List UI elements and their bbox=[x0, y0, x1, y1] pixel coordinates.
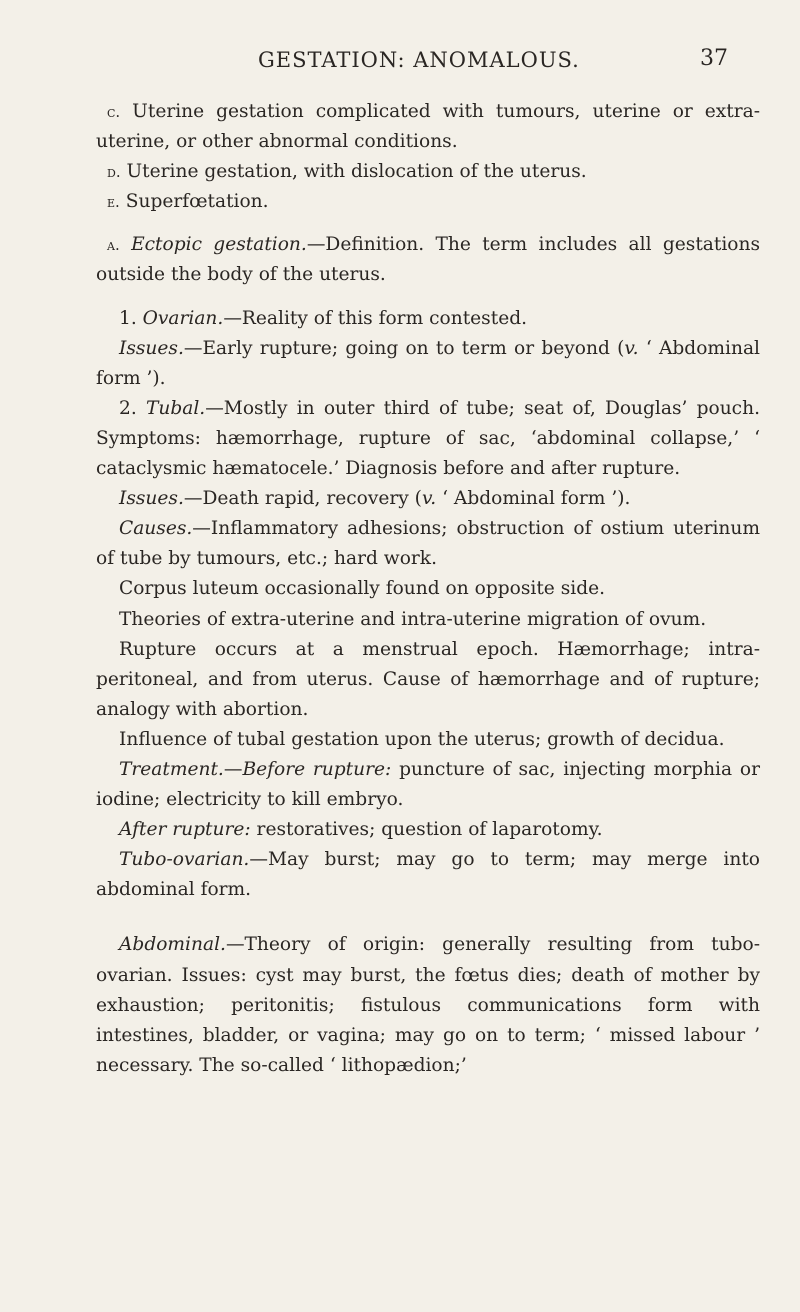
after-rupture-text: restoratives; question of laparotomy. bbox=[250, 819, 603, 841]
tubal-text: —Mostly in outer third of tube; seat of, Douglas’ pouch. Symptoms: hæmorrhage, rupture of sac, ‘abdominal collapse,’ ‘ cataclysmic hæmatocele.’ Diagnosis before and after rupture. bbox=[96, 397, 760, 480]
paragraph-abdominal bbox=[96, 930, 760, 1080]
item-text-d: Uterine gestation, with dislocation of the uterus. bbox=[126, 161, 587, 183]
item-letter-a: a. bbox=[107, 236, 120, 255]
issues-label: Issues. bbox=[119, 337, 184, 359]
abdominal-text: —Theory of origin: generally resulting from tubo-ovarian. Issues: cyst may burst, the fœtus dies; death of mother by exhaustion; peritonitis; fistulous communications form with intestines, bladder, or vagina; may go on to term; ‘ missed labour ’ necessary. The so-called ‘ lithopædion;’ bbox=[96, 934, 760, 1076]
causes-label: Causes. bbox=[119, 518, 193, 540]
body-text bbox=[96, 97, 760, 1081]
tubal-heading: Tubal. bbox=[145, 397, 206, 419]
vide-abbrev: v. bbox=[421, 488, 437, 510]
paragraph-theories: Theories of extra-uterine and intra-uterine migration of ovum. bbox=[119, 608, 707, 630]
item-text-e: Superfœtation. bbox=[125, 191, 269, 213]
item-text-c: Uterine gestation complicated with tumours, uterine or extra-uterine, or other abnormal conditions. bbox=[96, 101, 760, 153]
issues-label: Issues. bbox=[119, 488, 184, 510]
page-header bbox=[0, 44, 800, 78]
paragraph-ovarian bbox=[96, 304, 760, 334]
paragraph-corpus: Corpus luteum occasionally found on opposite side. bbox=[119, 578, 606, 600]
paragraph-c bbox=[96, 97, 760, 157]
paragraph-rupture: Rupture occurs at a menstrual epoch. Hæmorrhage; intra-peritoneal, and from uterus. Cause of hæmorrhage and of rupture; analogy with abortion. bbox=[96, 638, 760, 720]
tubo-ovarian-heading: Tubo-ovarian. bbox=[119, 849, 250, 871]
paragraph-d bbox=[96, 157, 760, 187]
ovarian-number: 1. bbox=[119, 307, 137, 329]
paragraph-causes bbox=[96, 514, 760, 574]
page-number: 37 bbox=[700, 46, 728, 71]
treatment-dash: — bbox=[223, 758, 243, 780]
item-letter-d: d. bbox=[107, 163, 121, 182]
paragraph-issues-tubal bbox=[96, 484, 760, 514]
issues-text: —Death rapid, recovery ( bbox=[183, 488, 422, 510]
item-letter-c: c. bbox=[107, 103, 121, 121]
running-title: GESTATION: ANOMALOUS. bbox=[258, 48, 580, 72]
causes-text: —Inflammatory adhesions; obstruction of ostium uterinum of tube by tumours, etc.; hard work. bbox=[96, 518, 760, 570]
tubo-ovarian-text: —May burst; may go to term; may merge into abdominal form. bbox=[96, 849, 760, 901]
abdominal-heading: Abdominal. bbox=[119, 934, 226, 956]
tubal-number: 2. bbox=[119, 397, 137, 419]
paragraph-e bbox=[96, 187, 760, 217]
ovarian-heading: Ovarian. bbox=[142, 307, 224, 329]
ectopic-text: —Definition. The term includes all gestations outside the body of the uterus. bbox=[96, 234, 761, 286]
vide-abbrev: v. bbox=[624, 337, 639, 359]
paragraph-influence: Influence of tubal gestation upon the uterus; growth of decidua. bbox=[119, 728, 725, 750]
ovarian-text: —Reality of this form contested. bbox=[223, 307, 528, 329]
after-rupture-label: After rupture: bbox=[119, 819, 251, 841]
paragraph-tubal bbox=[96, 394, 760, 484]
issues-text-end: ‘ Abdominal form ’). bbox=[96, 337, 760, 389]
before-rupture-label: Before rupture: bbox=[242, 758, 392, 780]
issues-text: —Early rupture; going on to term or beyond ( bbox=[183, 337, 625, 359]
paragraph-after-rupture bbox=[96, 815, 760, 845]
paragraph-issues-ovarian bbox=[96, 334, 760, 394]
treatment-label: Treatment. bbox=[119, 758, 224, 780]
paragraph-ectopic bbox=[96, 230, 760, 290]
before-rupture-text: puncture of sac, injecting morphia or iodine; electricity to kill embryo. bbox=[96, 758, 760, 811]
issues-text-end: ‘ Abdominal form ’). bbox=[436, 488, 631, 510]
paragraph-tubo-ovarian bbox=[96, 845, 760, 905]
item-letter-e: e. bbox=[107, 193, 120, 212]
paragraph-treatment bbox=[96, 755, 760, 815]
ectopic-heading: Ectopic gestation. bbox=[131, 234, 307, 256]
